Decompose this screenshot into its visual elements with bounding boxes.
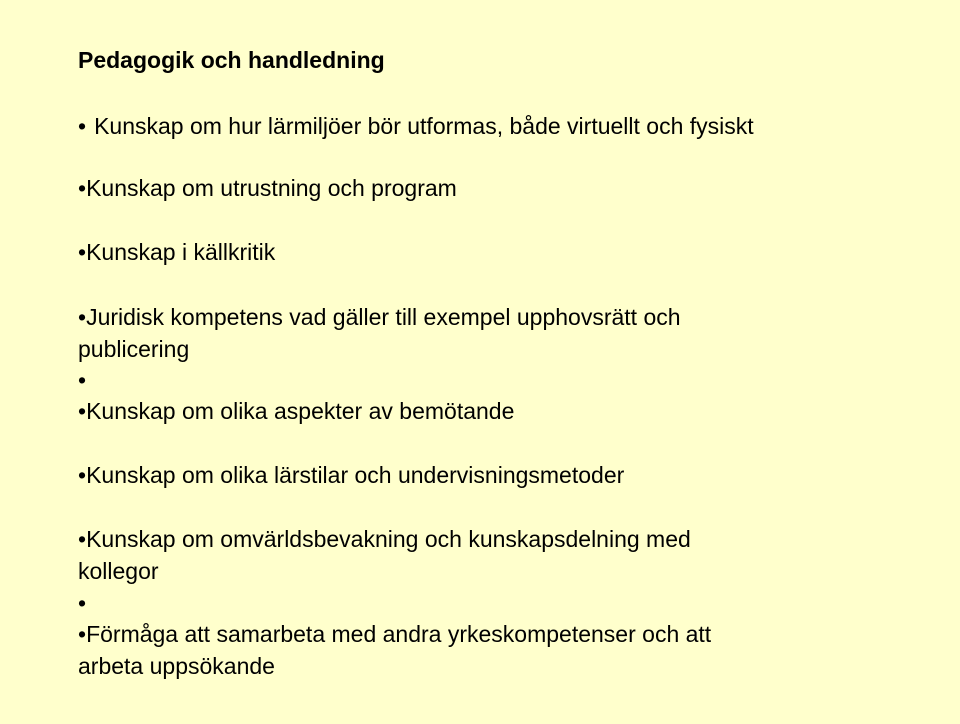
list-item — [78, 459, 938, 491]
bullet-icon: • — [78, 462, 87, 488]
list-item-text-continuation: arbeta uppsökande — [78, 653, 275, 679]
list-item — [78, 301, 938, 365]
bullet-icon: • — [78, 239, 87, 265]
list-item-text: Förmåga att samarbeta med andra yrkeskompetenser och att — [86, 621, 712, 647]
list-item-text-continuation: kollegor — [78, 558, 159, 584]
list-item-empty — [78, 587, 938, 619]
list-item — [78, 110, 938, 142]
list-item — [78, 395, 938, 427]
bullet-icon: • — [78, 367, 87, 393]
list-item-empty — [78, 364, 938, 396]
list-item-text: Juridisk kompetens vad gäller till exempel upphovsrätt och — [86, 304, 681, 330]
bullet-icon: • — [78, 526, 87, 552]
bullet-icon: • — [78, 175, 87, 201]
bullet-icon: • — [78, 398, 87, 424]
bullet-icon: • — [78, 304, 87, 330]
list-item-text: Kunskap om utrustning och program — [86, 175, 457, 201]
bullet-icon: • — [78, 113, 87, 139]
list-item-text: Kunskap om omvärldsbevakning och kunskapsdelning med — [86, 526, 691, 552]
list-item-text: Kunskap i källkritik — [86, 239, 276, 265]
page-title: Pedagogik och handledning — [78, 47, 385, 73]
list-item — [78, 172, 938, 204]
list-item-text: Kunskap om olika lärstilar och undervisningsmetoder — [86, 462, 625, 488]
list-item-text: Kunskap om hur lärmiljöer bör utformas, både virtuellt och fysiskt — [94, 113, 754, 139]
list-item — [78, 236, 938, 268]
list-item-text-continuation: publicering — [78, 336, 190, 362]
list-item — [78, 523, 938, 587]
list-item-text: Kunskap om olika aspekter av bemötande — [86, 398, 515, 424]
list-item — [78, 618, 938, 682]
bullet-icon: • — [78, 621, 87, 647]
bullet-icon: • — [78, 590, 87, 616]
